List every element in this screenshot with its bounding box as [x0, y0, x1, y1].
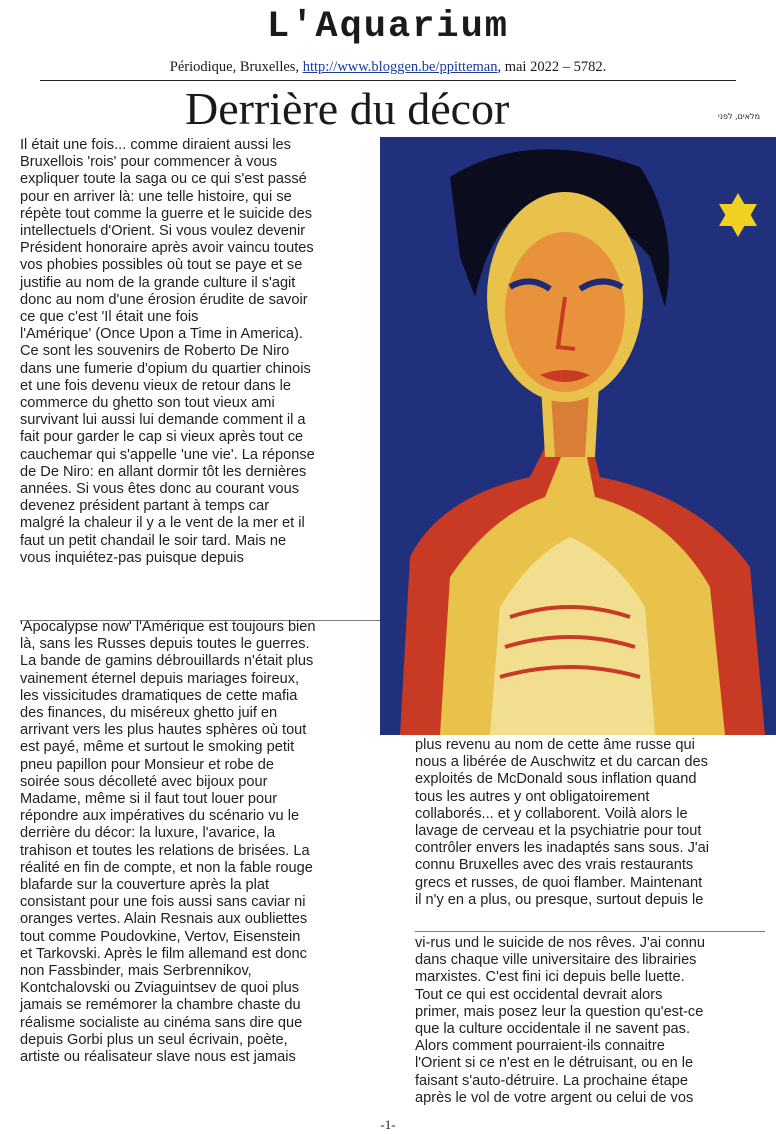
text-line: Ce sont les souvenirs de Roberto De Niro: [20, 343, 290, 360]
text-line: marxistes. C'est fini ici depuis belle luette.: [415, 969, 685, 986]
text-line: vous inquiétez-pas puisque depuis: [20, 549, 244, 566]
text-line: Président honoraire après avoir vaincu toutes: [20, 240, 314, 257]
portrait-painting: [380, 137, 776, 735]
text-line: Madame, même si il faut tout louer pour: [20, 791, 278, 808]
text-line: intellectuels d'Orient. Si vous voulez devenir: [20, 223, 306, 240]
text-line: pour en arriver là: une telle histoire, qui se: [20, 188, 292, 205]
text-line: collaborés... et y collaborent. Voilà alors le: [415, 805, 688, 822]
text-line: réalité en fin de compte, et non la fable rouge: [20, 859, 313, 876]
subline-suffix: , mai 2022 – 5782.: [497, 59, 607, 75]
text-line: l'Orient si ce n'est en le détruisant, ou en le: [415, 1055, 694, 1072]
text-line: pneu papillon pour Monsieur et robe de: [20, 756, 274, 773]
text-line: que la culture occidentale il ne savent pas.: [415, 1021, 691, 1038]
text-line: grecs et russes, de quoi flamber. Maintenant: [415, 874, 703, 891]
text-line: 'Apocalypse now' l'Amérique est toujours bien: [20, 619, 316, 635]
text-line: devenez président partant à temps car: [20, 498, 270, 515]
text-line: réalisme socialiste au cinéma sans dire que: [20, 1014, 303, 1031]
article-column-right-top: [415, 737, 770, 909]
text-line: vos phobies possibles où tout se paye et se: [20, 257, 303, 274]
text-line: répète tout comme la guerre et le suicide des: [20, 205, 313, 222]
text-line: blafarde sur la couverture après la plat: [20, 877, 270, 894]
text-line: justifie au nom de la grande culture il s'agit: [20, 274, 296, 291]
text-line: là, sans les Russes depuis toutes le guerres.: [20, 636, 310, 653]
text-line: dans chaque ville universitaire des librairies: [415, 952, 697, 969]
text-line: des finances, du miséreux ghetto juif en: [20, 705, 278, 722]
text-line: dans une fumerie d'opium du quartier chinois: [20, 360, 311, 377]
text-line: cauchemar qui s'appelle 'une vie'. La réponse: [20, 446, 315, 463]
text-line: consistant pour une fois aussi sans caviar ni: [20, 894, 306, 911]
text-line: années. Si vous êtes donc au courant vous: [20, 481, 300, 498]
text-line: les vissicitudes dramatiques de cette mafia: [20, 687, 298, 704]
text-line: l'Amérique' (Once Upon a Time in America).: [20, 326, 303, 343]
text-line: il n'y en a plus, ou presque, surtout depuis le: [415, 891, 704, 908]
text-line: Bruxellois 'rois' pour commencer à vous: [20, 154, 278, 171]
text-line: derrière du décor: la luxure, l'avarice, la: [20, 825, 276, 842]
text-line: primer, mais posez leur la question qu'est-ce: [415, 1003, 704, 1020]
text-line: oranges vertes. Alain Resnais aux oubliettes: [20, 911, 308, 928]
text-line: lavage de cerveau et la psychiatrie pour tout: [415, 823, 702, 840]
text-line: après le vol de votre argent ou celui de vos: [415, 1089, 694, 1106]
text-line: répondre aux impératives du scénario vu le: [20, 808, 300, 825]
text-line: jamais se remémorer la chambre chaste du: [20, 997, 301, 1014]
text-line: trahison et toutes les relations de brisées. La: [20, 842, 310, 859]
text-line: de De Niro: en allant dormir tôt les dernières: [20, 463, 307, 480]
text-line: depuis Gorbi plus un seul écrivain, poète,: [20, 1031, 288, 1048]
text-line: Tout ce qui est occidental devrait alors: [415, 986, 663, 1003]
portrait-painting-with-yellow-star-icon: [380, 137, 776, 735]
text-line: et une fois devenu vieux de retour dans le: [20, 377, 291, 394]
text-line: Alors comment pourraient-ils connaitre: [415, 1038, 665, 1055]
column-separator: [415, 931, 765, 932]
text-line: Kontchalovski ou Zviaguintsev de quoi plus: [20, 980, 300, 997]
text-line: non Fassbinder, mais Serbrennikov,: [20, 963, 252, 980]
page-number: -1-: [380, 1117, 396, 1132]
text-line: connu Bruxelles avec des vrais restaurants: [415, 857, 694, 874]
text-line: expliquer toute la saga ou ce qui s'est passé: [20, 171, 307, 188]
text-line: tout comme Poudovkine, Vertov, Eisenstein: [20, 928, 301, 945]
text-line: plus revenu au nom de cette âme russe qui: [415, 737, 695, 753]
text-line: Il était une fois... comme diraient aussi les: [20, 137, 291, 153]
text-line: nous a libérée de Auschwitz et du carcan des: [415, 754, 708, 771]
text-line: fait pour garder le cap si vieux après tout ce: [20, 429, 304, 446]
article-column-left-top: [20, 137, 378, 567]
text-line: tous les autres y ont obligatoirement: [415, 788, 650, 805]
text-line: et Tarkovski. Après le film allemand est donc: [20, 945, 307, 962]
text-line: malgré la chaleur il y a le vent de la mer et il: [20, 515, 305, 532]
text-line: ce que c'est 'Il était une fois: [20, 309, 199, 326]
publication-subline: [0, 58, 776, 76]
text-line: donc au nom d'une érosion érudite de savoir: [20, 291, 308, 308]
article-column-left-bottom: [20, 619, 405, 1066]
blog-link[interactable]: http://www.bloggen.be/ppitteman: [302, 59, 498, 75]
text-line: faisant s'auto-détruire. La prochaine étape: [415, 1072, 688, 1089]
article-column-right-bottom: [415, 935, 770, 1107]
article-headline: Derrière du décor: [185, 83, 510, 134]
text-line: commerce du ghetto son tout vieux ami: [20, 395, 275, 412]
text-line: La bande de gamins débrouillards n'était plus: [20, 653, 314, 670]
text-line: exploités de McDonald sous inflation quand: [415, 771, 697, 788]
text-line: vainement éternel depuis mariages foireux,: [20, 670, 300, 687]
subline-prefix: Périodique, Bruxelles,: [169, 59, 303, 75]
text-line: artiste ou réalisateur slave nous est jamais: [20, 1049, 296, 1066]
text-line: arrivant vers les plus hautes sphères où tout: [20, 722, 307, 739]
masthead-title: L'Aquarium: [266, 6, 510, 48]
text-line: est payé, même et surtout le smoking petit: [20, 739, 295, 756]
hebrew-note: מלאים, לפני: [717, 112, 760, 121]
text-line: vi-rus und le suicide de nos rêves. J'ai connu: [415, 935, 705, 951]
text-line: contrôler envers les inadaptés sans sous. J'ai: [415, 840, 710, 857]
text-line: survivant lui aussi lui demande comment il a: [20, 412, 306, 429]
text-line: soirée sous décolleté avec bijoux pour: [20, 773, 268, 790]
text-line: faut un petit chandail le soir tard. Mais ne: [20, 532, 287, 549]
